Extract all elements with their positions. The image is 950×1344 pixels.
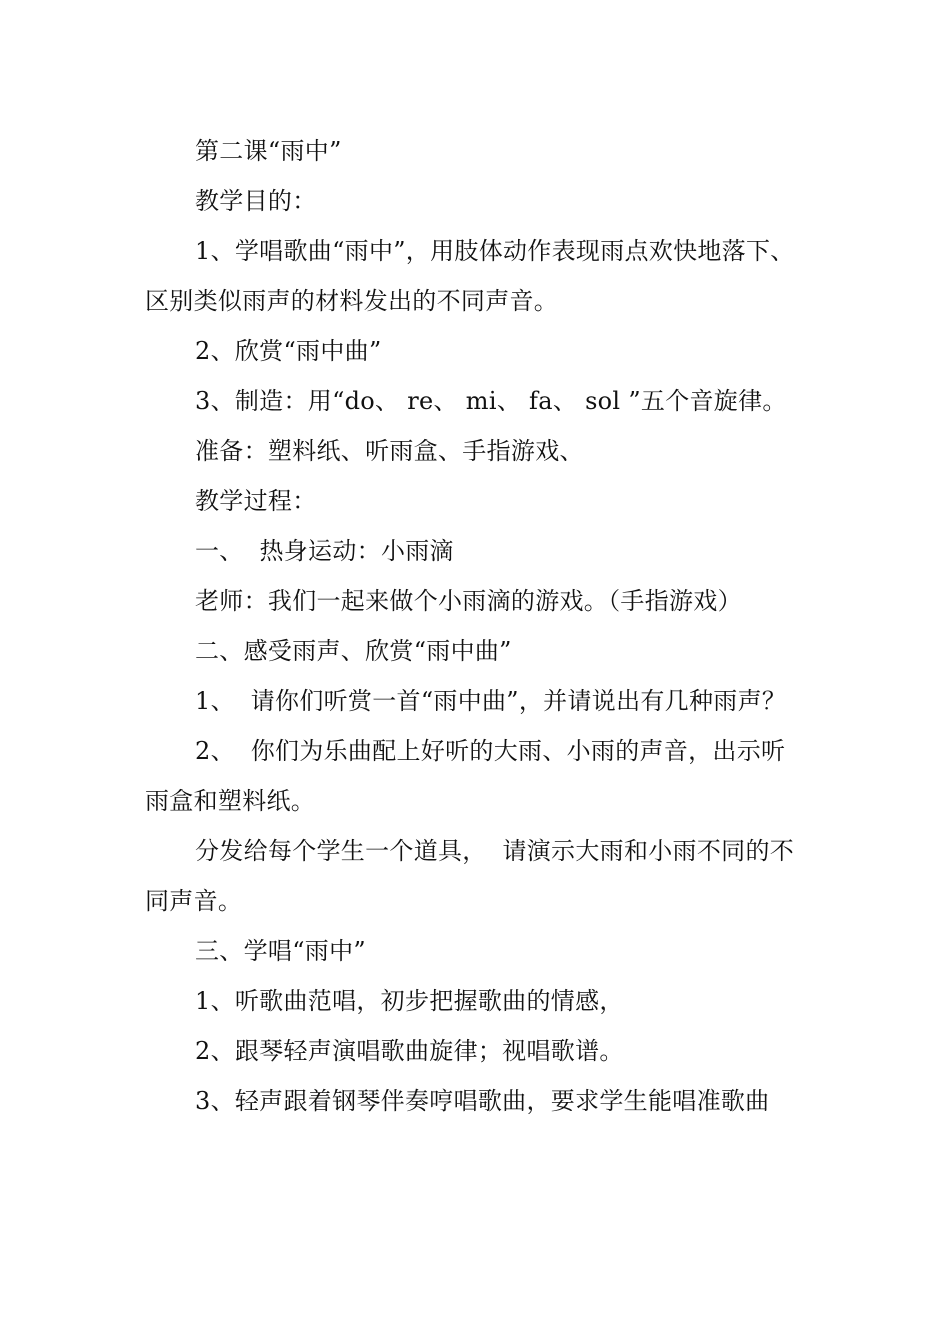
teacher-line: 老师：我们一起来做个小雨滴的游戏。（手指游戏） [195,587,742,615]
process-step-1: 一、 热身运动：小雨滴 [195,537,454,565]
objective-item-2: 2、欣赏“雨中曲” [195,337,382,365]
preparation-line: 准备：塑料纸、听雨盒、手指游戏、 [195,437,584,465]
singing-item-1: 1、听歌曲范唱，初步把握歌曲的情感， [195,987,624,1015]
section-heading-objectives: 教学目的： [195,187,317,215]
objective-item-3: 3、制造：用“do、 re、 mi、 fa、 sol ”五个音旋律。 [195,387,787,415]
objective-item-1: 1、学唱歌曲“雨中”，用肢体动作表现雨点欢快地落下、区别类似雨声的材料发出的不同声音。 [145,237,795,315]
prop-distribution-line: 分发给每个学生一个道具， 请演示大雨和小雨不同的不同声音。 [145,837,795,915]
singing-item-3: 3、轻声跟着钢琴伴奏哼唱歌曲，要求学生能唱准歌曲 [195,1087,770,1115]
listening-item-1: 1、 请你们听赏一首“雨中曲”，并请说出有几种雨声？ [195,687,787,715]
listening-item-2: 2、 你们为乐曲配上好听的大雨、小雨的声音，出示听雨盒和塑料纸。 [145,737,786,815]
section-heading-process: 教学过程： [195,487,317,515]
process-step-3: 三、学唱“雨中” [195,937,366,965]
singing-item-2: 2、跟琴轻声演唱歌曲旋律；视唱歌谱。 [195,1037,624,1065]
lesson-title: 第二课“雨中” [195,137,342,165]
process-step-2: 二、感受雨声、欣赏“雨中曲” [195,637,512,665]
document-body [145,126,809,1126]
